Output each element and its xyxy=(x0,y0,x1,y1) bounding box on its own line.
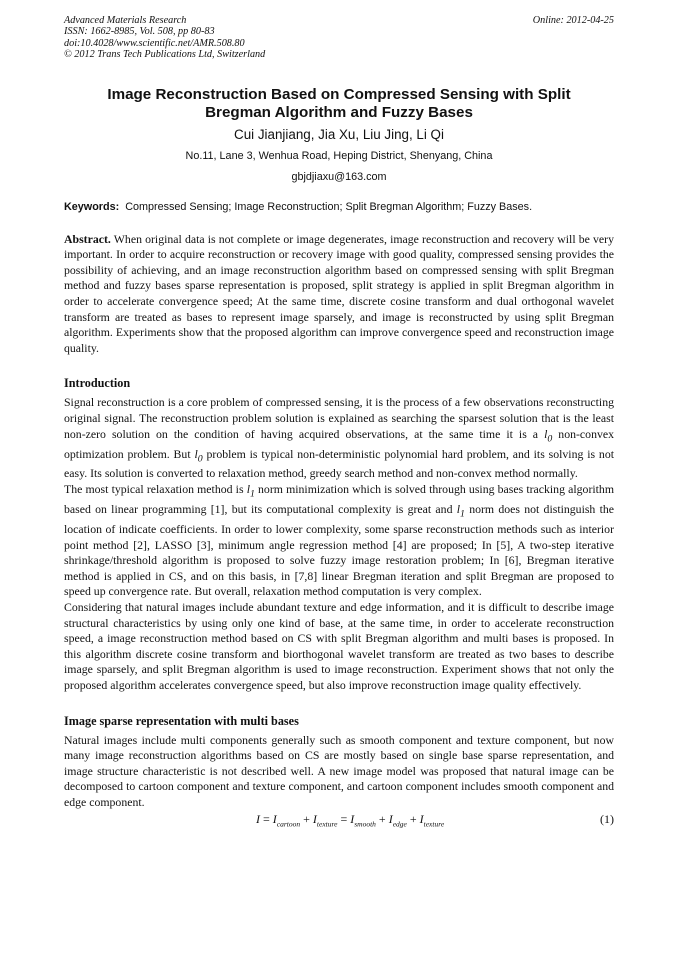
keywords-line xyxy=(64,200,614,214)
publication-header xyxy=(64,15,614,61)
abstract-text: When original data is not complete or image degenerates, image reconstruction and recovery will be very important. In order to acquire reconstruction or recovery image with good quality, compressed sensing provides the possibility of achieving, and an image reconstruction algorithm based on compressed sensing with split Bregman method and fuzzy bases sparse representation is proposed, split strategy is applied in split Bregman algorithm in order to accelerate convergence speed; At the same time, discrete cosine transform and dual orthogonal wavelet transform are treated as bases to represent image sparsely, and image is reconstructed by using split Bregman algorithm. Experiments show that the proposed algorithm can improve convergence speed and reconstruction image quality. xyxy=(64,231,614,355)
section-heading-multi-bases: Image sparse representation with multi bases xyxy=(64,713,299,728)
issn-line: ISSN: 1662-8985, Vol. 508, pp 80-83 xyxy=(64,26,215,38)
doi-line: doi:10.4028/www.scientific.net/AMR.508.80 xyxy=(64,37,245,49)
abstract-label: Abstract. xyxy=(64,231,111,246)
copyright-line: © 2012 Trans Tech Publications Ltd, Switzerland xyxy=(64,49,266,61)
equation-1 xyxy=(64,811,614,829)
online-date: Online: 2012-04-25 xyxy=(532,15,614,26)
author-email: gbjdjiaxu@163.com xyxy=(291,170,387,183)
paper-title: Image Reconstruction Based on Compressed Sensing with Split Bregman Algorithm and Fuzzy Bases xyxy=(107,85,571,121)
affiliation: No.11, Lane 3, Wenhua Road, Heping District, Shenyang, China xyxy=(185,149,493,162)
section2-paragraph-1: Natural images include multi components generally such as smooth component and texture component, but now many image reconstruction algorithms based on CS are mostly based on single base sparse representation, and image structure characteristic is not described well. A new image model was proposed that natural image can be decomposed to cartoon component and texture component, and cartoon component includes smooth component and edge component. xyxy=(64,732,614,809)
equation-formula: $I = I_{cartoon} + I_{texture} = I_{smooth} + I_{edge} + I_{texture}$ xyxy=(256,812,445,829)
journal-name: Advanced Materials Research xyxy=(64,15,187,26)
intro-paragraph-3: Considering that natural images include abundant texture and edge information, and it is difficult to describe image structural characteristics by using only one kind of base, at the same time, in order to accelerate reconstruction speed, a image reconstruction method based on CS with split Bregman algorithm and multi bases is proposed. In this algorithm discrete cosine transform and biorthogonal wavelet transform are treated as two bases to describe image sparsely, and split Bregman algorithm is used to image reconstruction. Experiment shows that not only the proposed algorithm accelerates convergence speed, but also improve reconstruction image quality effectively. xyxy=(64,599,614,692)
abstract xyxy=(64,232,614,357)
keywords-text: Compressed Sensing; Image Reconstruction; Split Bregman Algorithm; Fuzzy Bases. xyxy=(125,200,533,213)
author-list: Cui Jianjiang, Jia Xu, Liu Jing, Li Qi xyxy=(234,126,444,142)
keywords-label: Keywords: xyxy=(64,200,120,213)
paper-page xyxy=(64,15,614,829)
intro-paragraph-1: Signal reconstruction is a core problem of compressed sensing, it is the process of a few observations reconstructing original signal. The reconstruction problem solution is explained as searching the sparsest solution that is the least non-zero solution on the condition of having acquired observations, at the same time it is a $l_0$ non-convex optimization problem. But $l_0$ problem is typical non-deterministic polynomial hard problem, and its solving is not easy. Its solution is converted to relaxation method, greedy search method and non-convex method normally. xyxy=(64,395,614,481)
equation-number: (1) xyxy=(600,812,614,827)
intro-paragraph-2: The most typical relaxation method is $l_1$ norm minimization which is solved through using bases tracking algorithm based on linear programming [1], but its computational complexity is great and $l_1$ norm does not distinguish the location of indicate coefficients. In order to lower complexity, some sparse reconstruction methods such as interior point method [2], LASSO [3], minimum angle regression method [4] are proposed; In [5], A two-step iterative shrinkage/threshold algorithm is proposed to solve fuzzy image restoration problem; In [6], Bregman iterative method is applied in CS, and on this basis, in [7,8] linear Bregman iteration and split Bregman are proposed to speed up convergence rate. But overall, relaxation method computation is very complex. xyxy=(64,482,614,599)
section-heading-introduction: Introduction xyxy=(64,376,131,391)
